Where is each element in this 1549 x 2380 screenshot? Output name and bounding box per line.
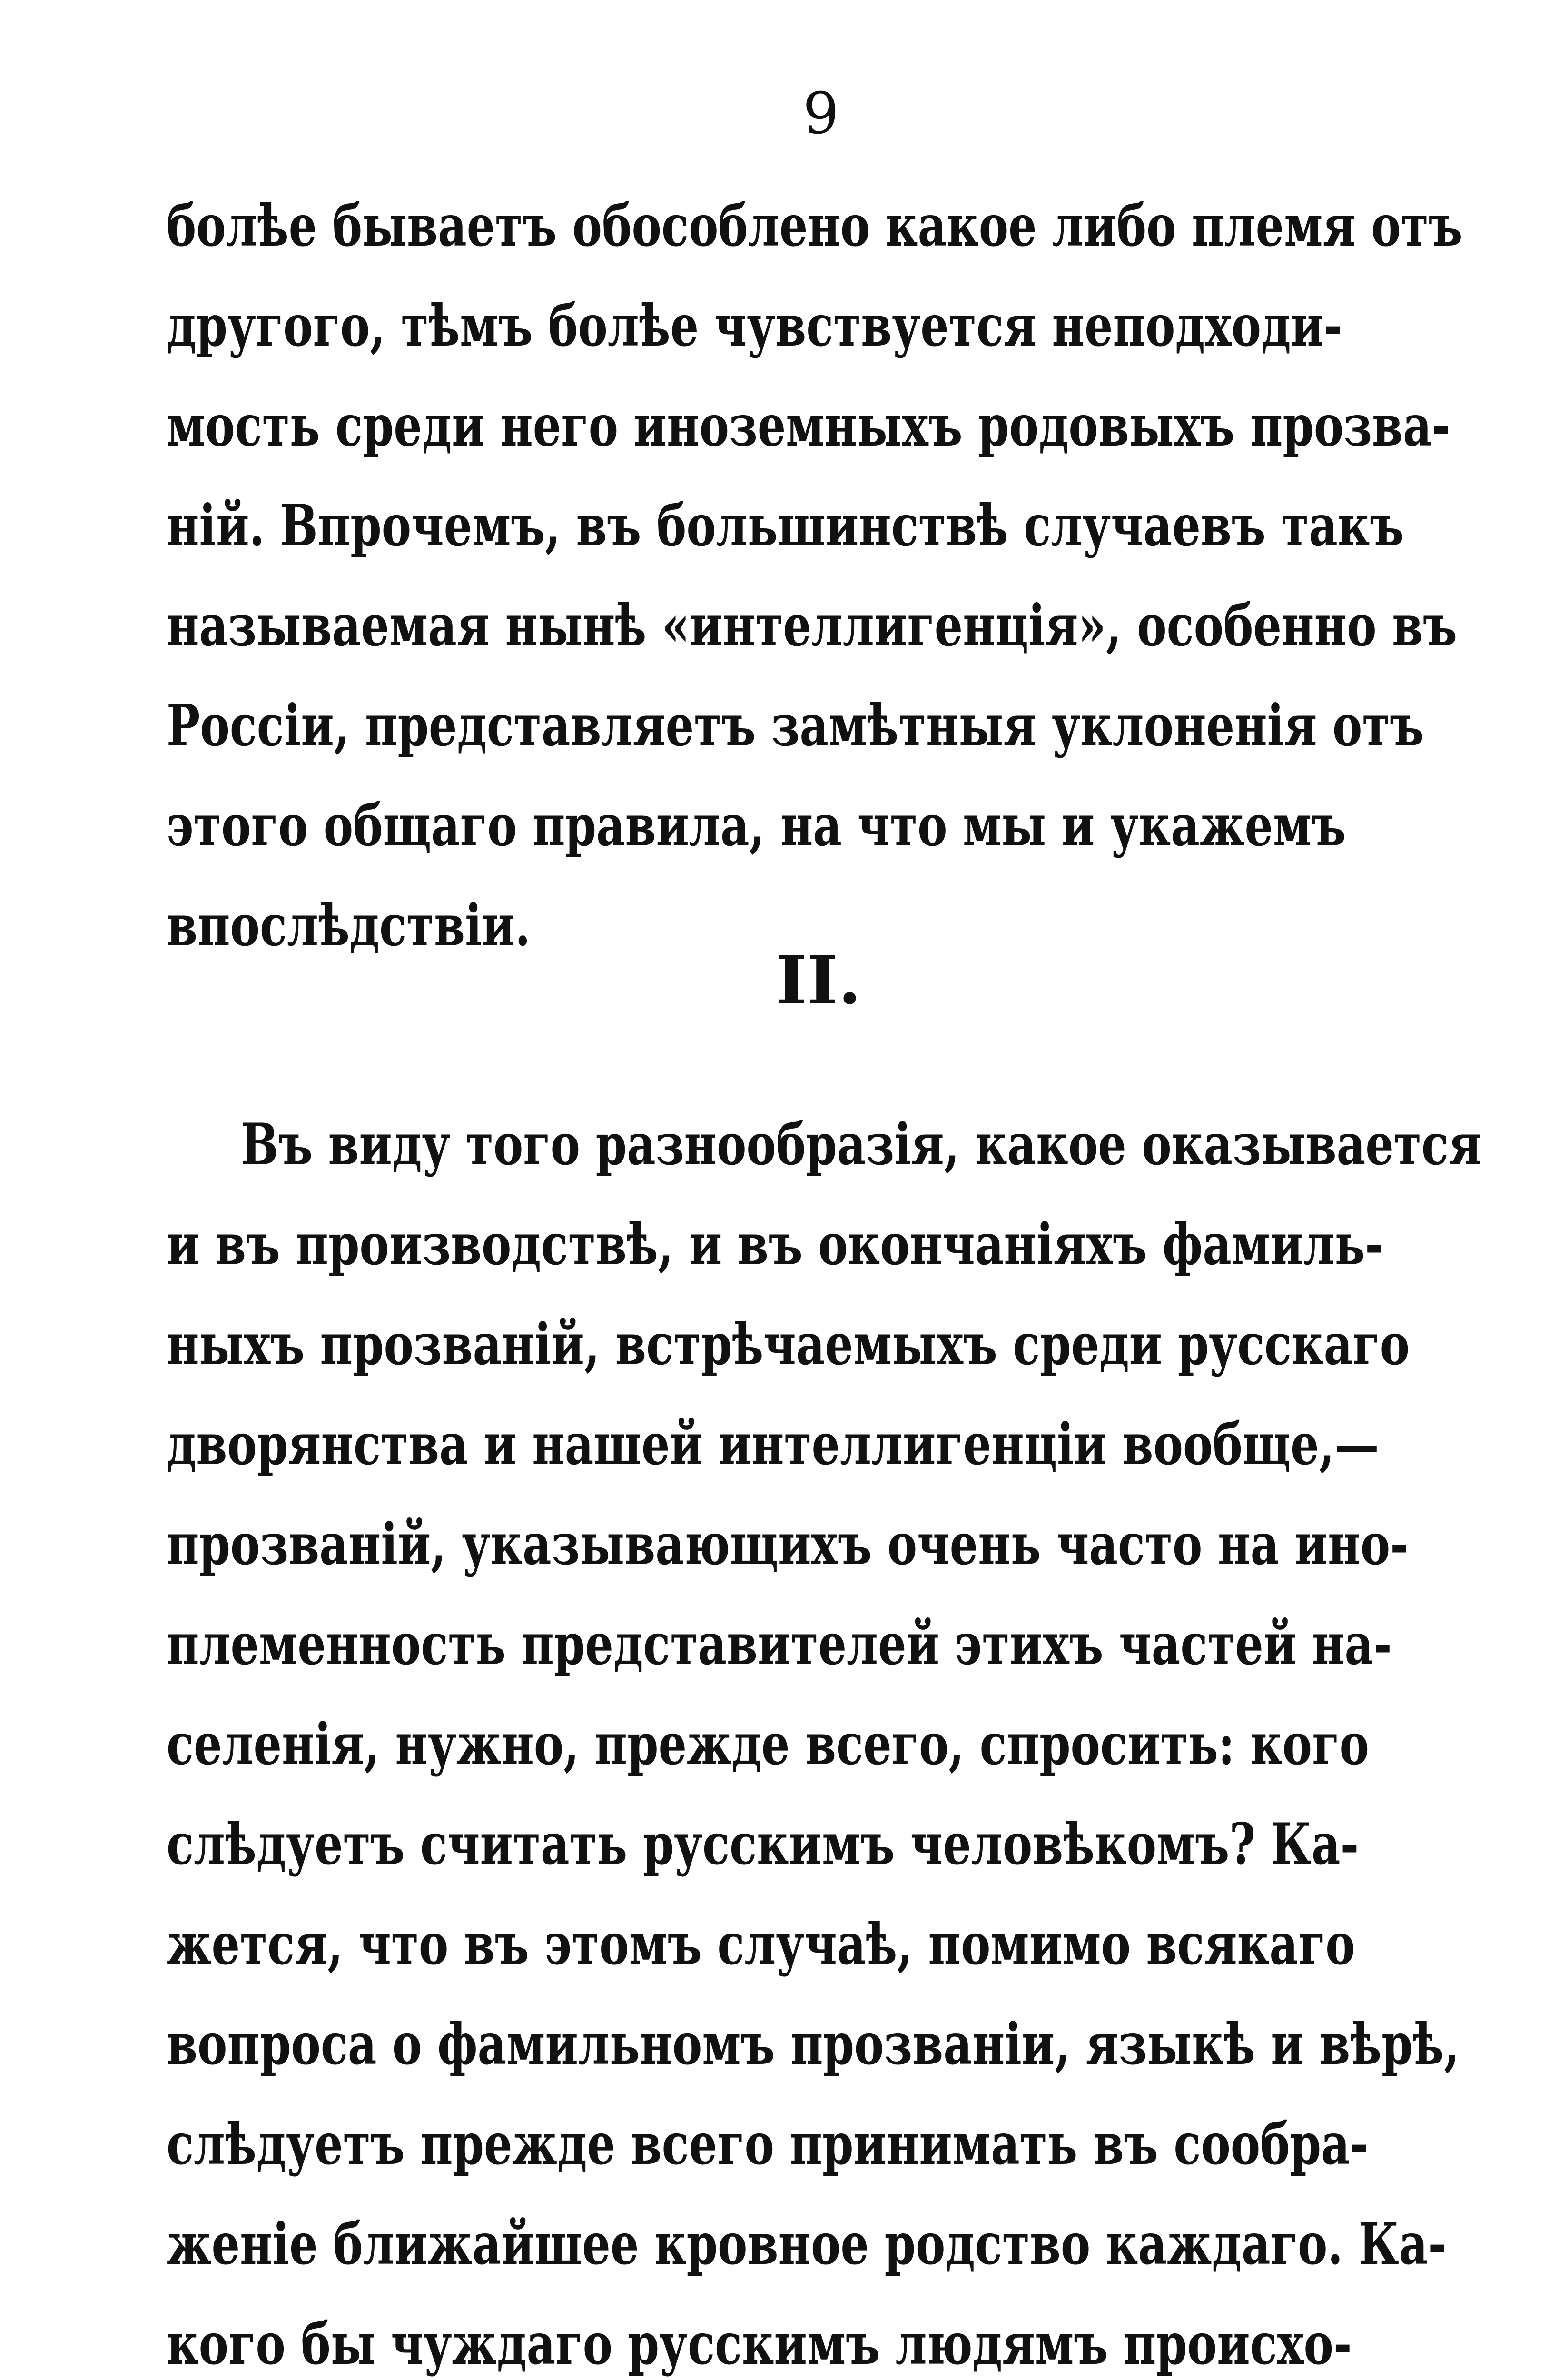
text-line: племенность представителей этихъ частей на- [167,1611,1392,1678]
text-line: впослѣдствіи. [167,892,531,959]
text-line: мость среди него иноземныхъ родовыхъ прозва- [167,392,1450,459]
text-line: кого бы чуждаго русскимъ людямъ происхо- [167,2311,1352,2378]
section-heading: II. [776,942,861,1020]
text-line: другого, тѣмъ болѣе чувствуется неподходи- [167,292,1342,359]
text-line: дворянства и нашей интеллигенціи вообще,— [167,1411,1379,1478]
text-line: называемая нынѣ «интеллигенція», особенно въ [167,592,1457,659]
page-number: 9 [802,81,839,147]
text-line: селенія, нужно, прежде всего, спросить: кого [167,1711,1369,1778]
text-line: болѣе бываетъ обособлено какое либо племя отъ [167,192,1463,259]
text-line: прозваній, указывающихъ очень часто на ино- [167,1511,1409,1578]
paragraph-section-two [167,1095,1482,2380]
text-line: вопроса о фамильномъ прозваніи, языкѣ и вѣрѣ, [167,2011,1460,2078]
paragraph-continued [167,176,1463,976]
text-line: Россіи, представляетъ замѣтныя уклоненія отъ [167,692,1424,759]
text-line: женіе ближайшее кровное родство каждаго. Ка- [167,2211,1447,2278]
text-line: этого общаго правила, на что мы и укажемъ [167,792,1346,859]
text-line: и въ производствѣ, и въ окончаніяхъ фамиль- [167,1211,1383,1278]
text-line: жется, что въ этомъ случаѣ, помимо всякаго [167,1911,1355,1978]
text-line: ныхъ прозваній, встрѣчаемыхъ среди русскаго [167,1311,1410,1378]
text-line: слѣдуетъ прежде всего принимать въ сообра- [167,2111,1369,2178]
text-line: слѣдуетъ считать русскимъ человѣкомъ? Ка- [167,1811,1359,1878]
text-line: ній. Впрочемъ, въ большинствѣ случаевъ такъ [167,492,1404,559]
text-line: Въ виду того разнообразія, какое оказывается [241,1111,1482,1178]
